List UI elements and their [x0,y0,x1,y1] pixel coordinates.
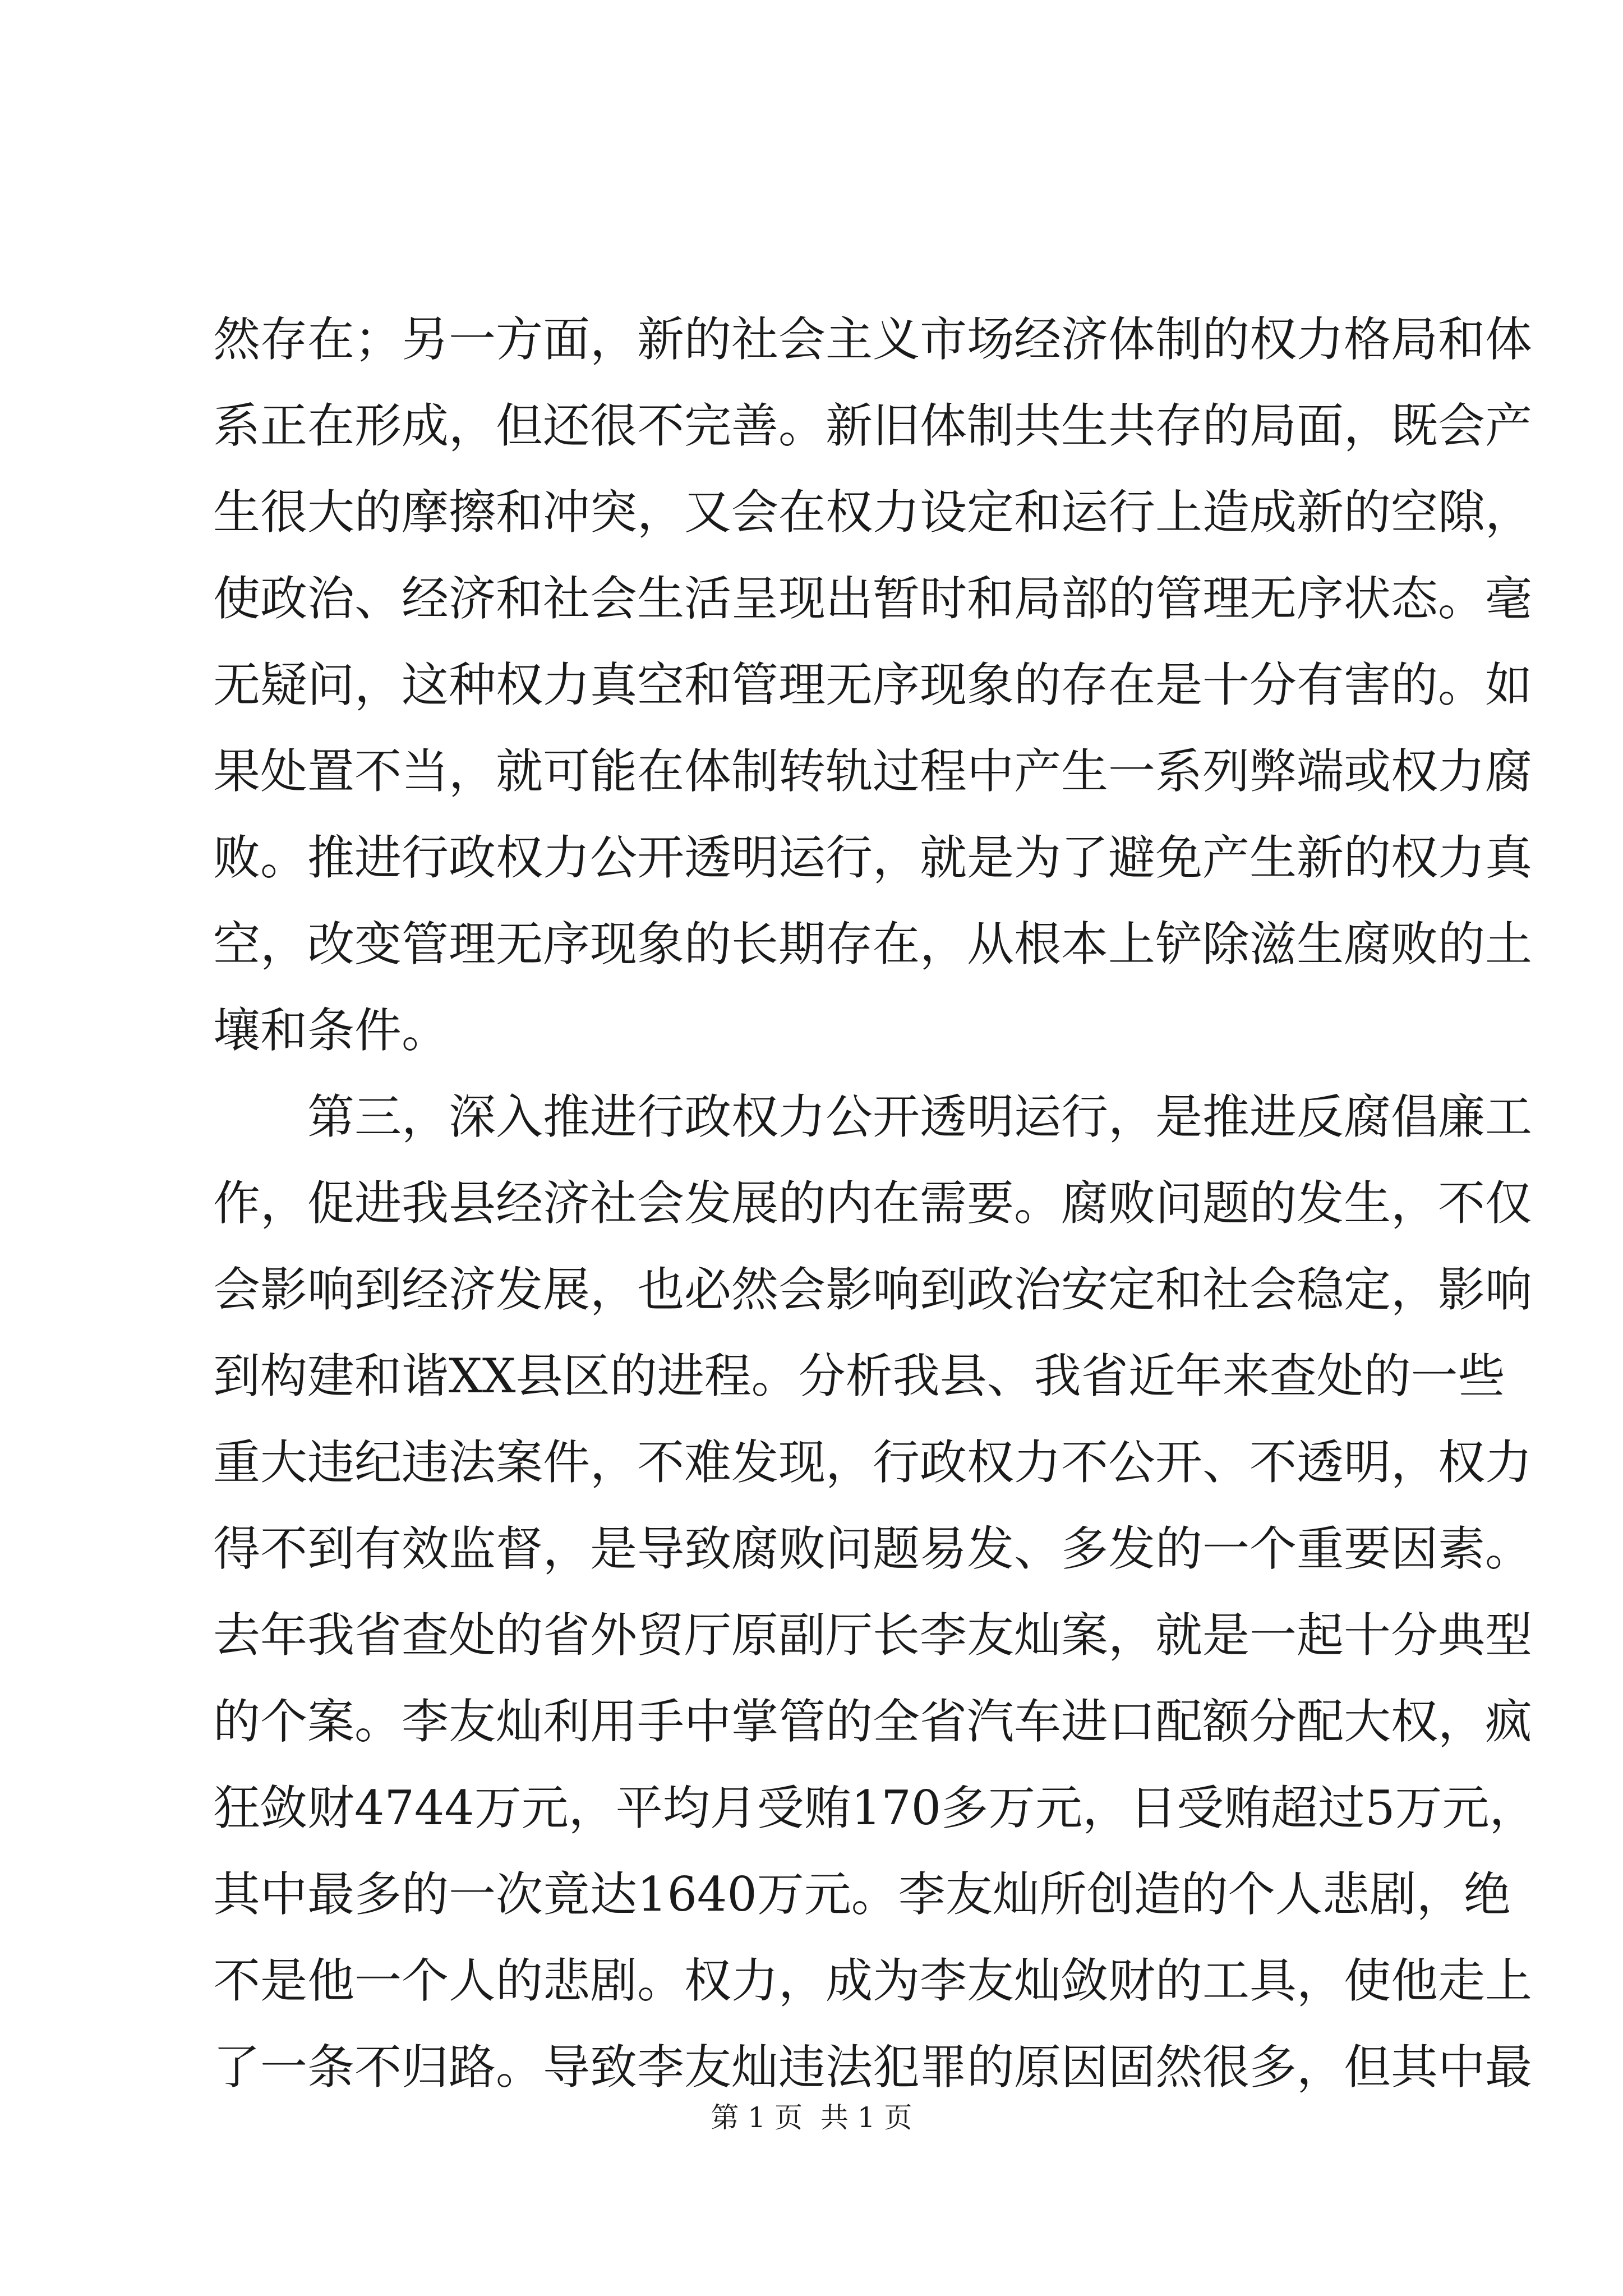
text-line: 然存在；另一方面，新的社会主义市场经济体制的权力格局和体 [213,312,1533,367]
text-line: 果处置不当，就可能在体制转轨过程中产生一系列弊端或权力腐 [213,744,1533,799]
text-line: 得不到有效监督，是导致腐败问题易发、多发的一个重要因素。 [213,1521,1533,1576]
text-line: 会影响到经济发展，也必然会影响到政治安定和社会稳定，影响 [213,1262,1533,1317]
text-line: 生很大的摩擦和冲突，又会在权力设定和运行上造成新的空隙， [213,485,1533,540]
text-line: 狂敛财4744万元，平均月受贿170多万元，日受贿超过5万元， [213,1780,1537,1835]
text-line: 不是他一个人的悲剧。权力，成为李友灿敛财的工具，使他走上 [213,1953,1533,2008]
text-line: 壤和条件。 [213,1003,449,1058]
page-number-footer: 第 1 页 共 1 页 [711,2101,912,2134]
text-line: 的个案。李友灿利用手中掌管的全省汽车进口配额分配大权，疯 [213,1694,1533,1749]
text-line: 了一条不归路。导致李友灿违法犯罪的原因固然很多，但其中最 [213,2040,1533,2095]
text-line: 无疑问，这种权力真空和管理无序现象的存在是十分有害的。如 [213,657,1533,712]
text-line: 败。推进行政权力公开透明运行，就是为了避免产生新的权力真 [213,830,1533,885]
text-line: 其中最多的一次竟达1640万元。李友灿所创造的个人悲剧，绝 [213,1867,1511,1922]
text-line: 到构建和谐XX县区的进程。分析我县、我省近年来查处的一些 [213,1349,1505,1404]
text-line: 空，改变管理无序现象的长期存在，从根本上铲除滋生腐败的土 [213,917,1533,972]
text-line: 系正在形成，但还很不完善。新旧体制共生共存的局面，既会产 [213,398,1533,453]
text-line: 重大违纪违法案件，不难发现，行政权力不公开、不透明，权力 [213,1435,1533,1490]
text-line: 使政治、经济和社会生活呈现出暂时和局部的管理无序状态。毫 [213,571,1533,626]
text-line: 作，促进我县经济社会发展的内在需要。腐败问题的发生，不仅 [213,1176,1533,1231]
text-line: 去年我省查处的省外贸厅原副厅长李友灿案，就是一起十分典型 [213,1608,1533,1663]
paragraph-first-line: 第三，深入推进行政权力公开透明运行，是推进反腐倡廉工 [307,1089,1533,1144]
